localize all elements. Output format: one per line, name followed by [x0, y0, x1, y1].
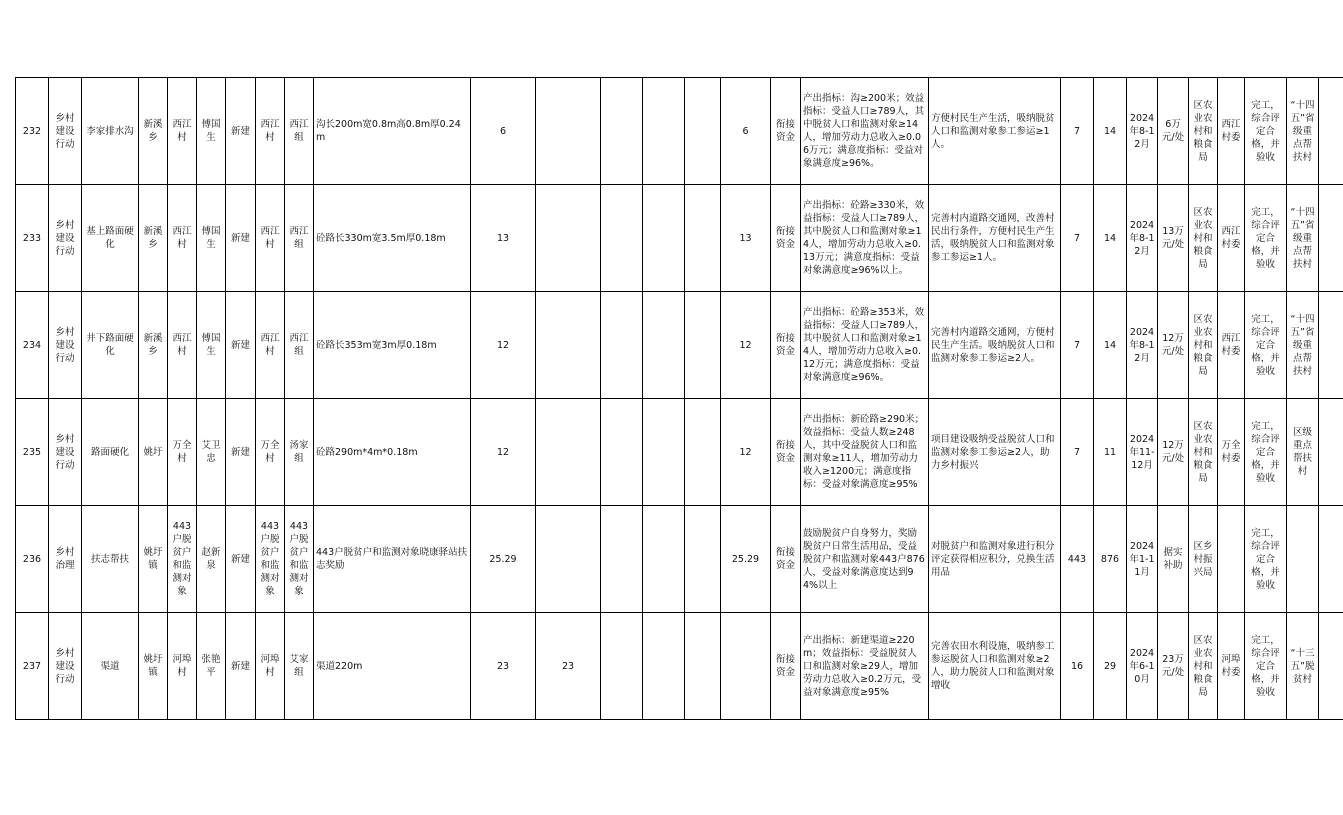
central-funds-cell [536, 399, 601, 506]
funding-type-cell: 衔接资金 [771, 185, 801, 292]
acceptance-status-cell: 完工，综合评定合格，并验收 [1245, 185, 1287, 292]
extra-cell [1319, 399, 1343, 506]
beneficiary-people-cell: 29 [1094, 613, 1127, 720]
location-village-cell: 万全村 [256, 399, 285, 506]
funds-col-5-cell [685, 292, 721, 399]
project-name-cell: 李家排水沟 [82, 78, 139, 185]
implementing-unit-cell: 西江村委 [1218, 78, 1245, 185]
township-cell: 姚圩 [139, 399, 168, 506]
implementing-unit-cell: 万全村委 [1218, 399, 1245, 506]
total-funds-cell: 13 [471, 185, 536, 292]
remark-cell: “十四五”省级重点帮扶村 [1287, 185, 1319, 292]
project-table [15, 77, 1343, 720]
central-funds-cell: 23 [536, 613, 601, 720]
subsidy-standard-cell: 12万元/处 [1158, 292, 1189, 399]
responsible-department-cell: 区农业农村和粮食局 [1189, 399, 1218, 506]
extra-cell [1319, 506, 1343, 613]
district-funds-cell: 12 [721, 292, 771, 399]
central-funds-cell [536, 506, 601, 613]
central-funds-cell [536, 185, 601, 292]
construction-period-cell: 2024年8-12月 [1127, 292, 1158, 399]
contact-person-cell: 傅国生 [197, 185, 226, 292]
district-funds-cell [721, 613, 771, 720]
location-village-cell: 西江村 [256, 292, 285, 399]
beneficiary-people-cell: 876 [1094, 506, 1127, 613]
funds-col-4-cell [643, 506, 685, 613]
row-number-cell: 236 [16, 506, 49, 613]
construction-content-cell: 443户脱贫户和监测对象晓康驿站扶志奖励 [314, 506, 471, 613]
district-funds-cell: 25.29 [721, 506, 771, 613]
construction-period-cell: 2024年1-11月 [1127, 506, 1158, 613]
extra-cell [1319, 613, 1343, 720]
performance-indicators-cell: 产出指标：新砼路≥290米；效益指标：受益人数≥248人，其中受益脱贫人口和监测对象≥11人，增加劳动力收入≥1200元；满意度指标：受益对象满意度≥95% [801, 399, 929, 506]
extra-cell [1319, 292, 1343, 399]
location-group-cell: 443户脱贫户和监测对象 [285, 506, 314, 613]
subsidy-standard-cell: 6万元/处 [1158, 78, 1189, 185]
location-village-cell: 河埠村 [256, 613, 285, 720]
funding-type-cell: 衔接资金 [771, 292, 801, 399]
extra-cell [1319, 78, 1343, 185]
funds-col-4-cell [643, 399, 685, 506]
category-cell: 乡村建设行动 [49, 185, 82, 292]
category-cell: 乡村建设行动 [49, 292, 82, 399]
township-cell: 新溪乡 [139, 78, 168, 185]
acceptance-status-cell: 完工，综合评定合格，并验收 [1245, 399, 1287, 506]
contact-person-cell: 艾卫忠 [197, 399, 226, 506]
subsidy-standard-cell: 据实补助 [1158, 506, 1189, 613]
funds-col-5-cell [685, 399, 721, 506]
table-row [16, 613, 1343, 720]
category-cell: 乡村建设行动 [49, 399, 82, 506]
township-cell: 新溪乡 [139, 292, 168, 399]
benefit-mechanism-cell: 完善农田水利设施，吸纳参工参运脱贫人口和监测对象≥2人，助力脱贫人口和监测对象增收 [929, 613, 1061, 720]
construction-type-cell: 新建 [226, 399, 256, 506]
township-cell: 新溪乡 [139, 185, 168, 292]
beneficiary-people-cell: 11 [1094, 399, 1127, 506]
construction-period-cell: 2024年6-10月 [1127, 613, 1158, 720]
benefit-mechanism-cell: 完善村内道路交通网，方便村民生产生活。吸纳脱贫人口和监测对象参工参运≥2人。 [929, 292, 1061, 399]
funding-type-cell: 衔接资金 [771, 78, 801, 185]
acceptance-status-cell: 完工，综合评定合格，并验收 [1245, 78, 1287, 185]
performance-indicators-cell: 产出指标：砼路≥353米，效益指标：受益人口≥789人，其中脱贫人口和监测对象≥14人，增加劳动力总收入≥0.12万元；满意度指标：受益对象满意度≥96%。 [801, 292, 929, 399]
row-number-cell: 232 [16, 78, 49, 185]
construction-type-cell: 新建 [226, 185, 256, 292]
funds-col-4-cell [643, 292, 685, 399]
beneficiary-households-cell: 16 [1061, 613, 1094, 720]
responsible-department-cell: 区乡村振兴局 [1189, 506, 1218, 613]
beneficiary-households-cell: 7 [1061, 185, 1094, 292]
total-funds-cell: 12 [471, 292, 536, 399]
contact-person-cell: 傅国生 [197, 292, 226, 399]
table-row [16, 399, 1343, 506]
row-number-cell: 237 [16, 613, 49, 720]
responsible-department-cell: 区农业农村和粮食局 [1189, 78, 1218, 185]
project-name-cell: 基上路面硬化 [82, 185, 139, 292]
construction-type-cell: 新建 [226, 78, 256, 185]
beneficiary-households-cell: 7 [1061, 78, 1094, 185]
funds-col-5-cell [685, 185, 721, 292]
district-funds-cell: 6 [721, 78, 771, 185]
beneficiary-people-cell: 14 [1094, 292, 1127, 399]
funds-col-3-cell [601, 506, 643, 613]
acceptance-status-cell: 完工，综合评定合格，并验收 [1245, 613, 1287, 720]
location-group-cell: 西江组 [285, 292, 314, 399]
responsible-department-cell: 区农业农村和粮食局 [1189, 613, 1218, 720]
location-group-cell: 西江组 [285, 78, 314, 185]
construction-content-cell: 砼路长353m宽3m厚0.18m [314, 292, 471, 399]
location-group-cell: 西江组 [285, 185, 314, 292]
performance-indicators-cell: 产出指标：沟≥200米；效益指标：受益人口≥789人，其中脱贫人口和监测对象≥14人，增加劳动力总收入≥0.06万元；满意度指标：受益对象满意度≥96%。 [801, 78, 929, 185]
subsidy-standard-cell: 13万元/处 [1158, 185, 1189, 292]
table-row [16, 506, 1343, 613]
construction-content-cell: 沟长200m宽0.8m高0.8m厚0.24m [314, 78, 471, 185]
village-cell: 万全村 [168, 399, 197, 506]
funds-col-3-cell [601, 399, 643, 506]
district-funds-cell: 13 [721, 185, 771, 292]
row-number-cell: 235 [16, 399, 49, 506]
township-cell: 姚圩镇 [139, 506, 168, 613]
subsidy-standard-cell: 12万元/处 [1158, 399, 1189, 506]
remark-cell: “十三五”脱贫村 [1287, 613, 1319, 720]
remark-cell [1287, 506, 1319, 613]
construction-type-cell: 新建 [226, 506, 256, 613]
funds-col-5-cell [685, 613, 721, 720]
implementing-unit-cell: 西江村委 [1218, 292, 1245, 399]
category-cell: 乡村建设行动 [49, 78, 82, 185]
funds-col-4-cell [643, 613, 685, 720]
acceptance-status-cell: 完工，综合评定合格，并验收 [1245, 292, 1287, 399]
contact-person-cell: 傅国生 [197, 78, 226, 185]
village-cell: 443户脱贫户和监测对象 [168, 506, 197, 613]
category-cell: 乡村建设行动 [49, 613, 82, 720]
location-group-cell: 艾家组 [285, 613, 314, 720]
funding-type-cell: 衔接资金 [771, 506, 801, 613]
construction-period-cell: 2024年11-12月 [1127, 399, 1158, 506]
benefit-mechanism-cell: 完善村内道路交通网，改善村民出行条件，方便村民生产生活，吸纳脱贫人口和监测对象参工参运≥1人。 [929, 185, 1061, 292]
responsible-department-cell: 区农业农村和粮食局 [1189, 292, 1218, 399]
construction-content-cell: 渠道220m [314, 613, 471, 720]
table-row [16, 292, 1343, 399]
funds-col-4-cell [643, 78, 685, 185]
row-number-cell: 233 [16, 185, 49, 292]
table-row [16, 185, 1343, 292]
benefit-mechanism-cell: 项目建设吸纳受益脱贫人口和监测对象参工参运≥2人，助力乡村振兴 [929, 399, 1061, 506]
project-name-cell: 扶志帮扶 [82, 506, 139, 613]
village-cell: 西江村 [168, 185, 197, 292]
implementing-unit-cell: 西江村委 [1218, 185, 1245, 292]
total-funds-cell: 6 [471, 78, 536, 185]
project-table-sheet [15, 77, 1343, 720]
table-row [16, 78, 1343, 185]
beneficiary-households-cell: 443 [1061, 506, 1094, 613]
contact-person-cell: 赵新泉 [197, 506, 226, 613]
funds-col-3-cell [601, 185, 643, 292]
benefit-mechanism-cell: 方便村民生产生活，吸纳脱贫人口和监测对象参工参运≥1人。 [929, 78, 1061, 185]
performance-indicators-cell: 产出指标：新建渠道≥220m；效益指标：受益脱贫人口和监测对象≥29人，增加劳动力总收入≥0.2万元，受益对象满意度≥95% [801, 613, 929, 720]
funds-col-3-cell [601, 78, 643, 185]
location-village-cell: 西江村 [256, 78, 285, 185]
project-name-cell: 路面硬化 [82, 399, 139, 506]
township-cell: 姚圩镇 [139, 613, 168, 720]
performance-indicators-cell: 产出指标：砼路≥330米，效益指标：受益人口≥789人，其中脱贫人口和监测对象≥14人，增加劳动力总收入≥0.13万元；满意度指标：受益对象满意度≥96%以上。 [801, 185, 929, 292]
funds-col-4-cell [643, 185, 685, 292]
construction-content-cell: 砼路290m*4m*0.18m [314, 399, 471, 506]
benefit-mechanism-cell: 对脱贫户和监测对象进行积分评定获得相应积分，兑换生活用品 [929, 506, 1061, 613]
acceptance-status-cell: 完工，综合评定合格，并验收 [1245, 506, 1287, 613]
central-funds-cell [536, 292, 601, 399]
construction-type-cell: 新建 [226, 292, 256, 399]
beneficiary-households-cell: 7 [1061, 399, 1094, 506]
project-name-cell: 渠道 [82, 613, 139, 720]
location-group-cell: 汤家组 [285, 399, 314, 506]
funds-col-3-cell [601, 613, 643, 720]
performance-indicators-cell: 鼓励脱贫户自身努力，奖励脱贫户日常生活用品，受益脱贫户和监测对象443户876人，受益对象满意度达到94%以上 [801, 506, 929, 613]
total-funds-cell: 25.29 [471, 506, 536, 613]
row-number-cell: 234 [16, 292, 49, 399]
funds-col-3-cell [601, 292, 643, 399]
construction-period-cell: 2024年8-12月 [1127, 78, 1158, 185]
funds-col-5-cell [685, 506, 721, 613]
funding-type-cell: 衔接资金 [771, 613, 801, 720]
construction-content-cell: 砼路长330m宽3.5m厚0.18m [314, 185, 471, 292]
project-name-cell: 井下路面硬化 [82, 292, 139, 399]
construction-type-cell: 新建 [226, 613, 256, 720]
funds-col-5-cell [685, 78, 721, 185]
central-funds-cell [536, 78, 601, 185]
location-village-cell: 443户脱贫户和监测对象 [256, 506, 285, 613]
subsidy-standard-cell: 23万元/处 [1158, 613, 1189, 720]
beneficiary-people-cell: 14 [1094, 78, 1127, 185]
implementing-unit-cell [1218, 506, 1245, 613]
responsible-department-cell: 区农业农村和粮食局 [1189, 185, 1218, 292]
village-cell: 西江村 [168, 78, 197, 185]
beneficiary-people-cell: 14 [1094, 185, 1127, 292]
extra-cell [1319, 185, 1343, 292]
total-funds-cell: 12 [471, 399, 536, 506]
beneficiary-households-cell: 7 [1061, 292, 1094, 399]
construction-period-cell: 2024年8-12月 [1127, 185, 1158, 292]
remark-cell: “十四五”省级重点帮扶村 [1287, 292, 1319, 399]
district-funds-cell: 12 [721, 399, 771, 506]
location-village-cell: 西江村 [256, 185, 285, 292]
remark-cell: 区级重点帮扶村 [1287, 399, 1319, 506]
contact-person-cell: 张艳平 [197, 613, 226, 720]
total-funds-cell: 23 [471, 613, 536, 720]
village-cell: 西江村 [168, 292, 197, 399]
funding-type-cell: 衔接资金 [771, 399, 801, 506]
remark-cell: “十四五”省级重点帮扶村 [1287, 78, 1319, 185]
category-cell: 乡村治理 [49, 506, 82, 613]
implementing-unit-cell: 河埠村委 [1218, 613, 1245, 720]
village-cell: 河埠村 [168, 613, 197, 720]
